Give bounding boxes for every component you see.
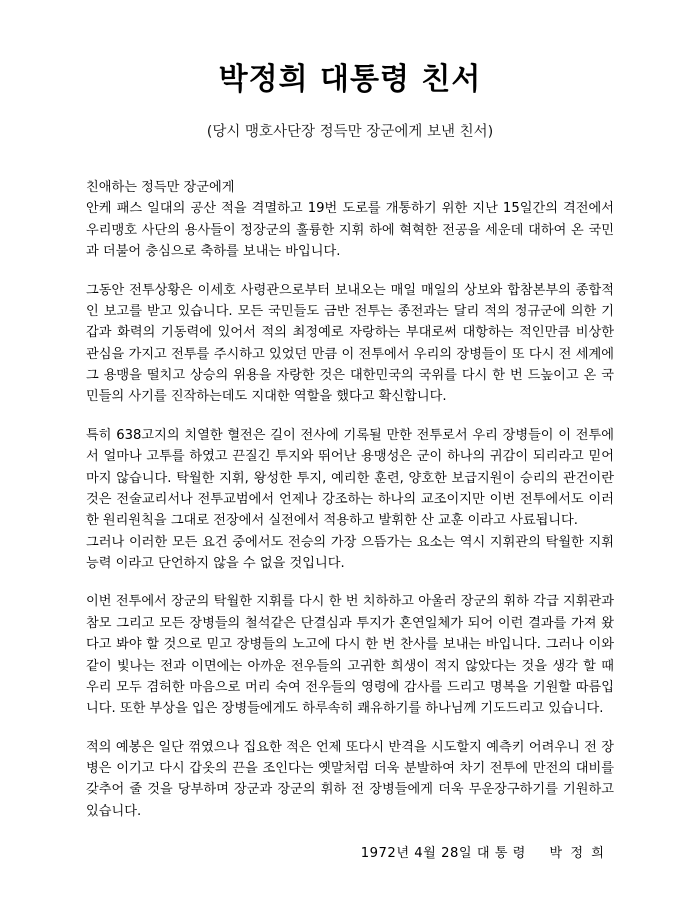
paragraph-1: 안케 패스 일대의 공산 적을 격멸하고 19번 도로를 개통하기 위한 지난 15일간의 격전에서 우리맹호 사단의 용사들이 정장군의 훌륭한 지휘 하에 혁혁한 전공을 세운데 대하여 온 국민과 더불어 충심으로 축하를 보내는 바입니다. xyxy=(86,201,614,260)
salutation: 친애하는 정득만 장군에게 xyxy=(86,180,235,195)
paragraph-4: 그러나 이러한 모든 요건 중에서도 전승의 가장 으뜸가는 요소는 역시 지휘관의 탁월한 지휘능력 이라고 단언하지 않을 수 없을 것입니다. xyxy=(86,534,614,571)
signature-date: 1972년 4월 28일 xyxy=(360,846,473,862)
signature-role: 대 통 령 xyxy=(476,846,526,862)
paragraph-3: 특히 638고지의 치열한 혈전은 길이 전사에 기록될 만한 전투로서 우리 장병들이 이 전투에서 얼마나 고투를 하였고 끈질긴 투지와 뛰어난 용맹성은 군이 하나의 귀감이 되리라고 믿어 마지 않습니다. 탁월한 지휘, 왕성한 투지, 예리한 훈련, 양호한 보급지원이 승리의 관건이란 것은 전술교리서나 전투교범에서 언제나 강조하는 하나의 교조이지만 이번 전투에서도 이러한 원리원칙을 그대로 전장에서 실전에서 적용하고 발휘한 산 교훈 이라고 사료됩니다. xyxy=(86,427,614,529)
page-title: 박정희 대통령 친서 xyxy=(218,62,482,97)
paragraph-6: 적의 예봉은 일단 꺾였으나 집요한 적은 언제 또다시 반격을 시도할지 예측키 어려우니 전 장병은 이기고 다시 갑옷의 끈을 조인다는 옛말처럼 더욱 분발하여 차기 전투에 만전의 대비를 갖추어 줄 것을 당부하며 장군과 장군의 휘하 전 장병들에게 더욱 무운장구하기를 기원하고 있습니다. xyxy=(86,739,614,819)
signature-name: 박 정 희 xyxy=(549,846,606,862)
page-subtitle: (당시 맹호사단장 정득만 장군에게 보낸 친서) xyxy=(206,124,494,140)
paragraph-5: 이번 전투에서 장군의 탁월한 지휘를 다시 한 번 치하하고 아울러 장군의 휘하 각급 지휘관과 참모 그리고 모든 장병들의 철석같은 단결심과 투지가 혼연일체가 되어 이런 결과를 가져 왔다고 봐야 할 것으로 믿고 장병들의 노고에 다시 한 번 찬사를 보내는 바입니다. 그러나 이와 같이 빛나는 전과 이면에는 아까운 전우들의 고귀한 희생이 적지 않았다는 것을 생각 할 때 우리 모두 겸허한 마음으로 머리 숙여 전우들의 영령에 감사를 드리고 명복을 기원할 따름입니다. 또한 부상을 입은 장병들에게도 하루속히 쾌유하기를 하나님께 기도드리고 있습니다. xyxy=(86,594,614,717)
letter-body xyxy=(0,177,700,861)
paragraph-2: 그동안 전투상황은 이세호 사령관으로부터 보내오는 매일 매일의 상보와 합참본부의 종합적인 보고를 받고 있습니다. 모든 국민들도 금반 전투는 종전과는 달리 적의 정규군에 의한 기갑과 화력의 기동력에 있어서 적의 최정예로 자랑하는 부대로써 대항하는 적인만큼 비상한 관심을 가지고 전투를 주시하고 있었던 만큼 이 전투에서 우리의 장병들이 또 다시 전 세계에 그 용맹을 떨치고 상승의 위용을 자랑한 것은 대한민국의 국위를 다시 한 번 드높이고 온 국민들의 사기를 진작하는데도 지대한 역할을 했다고 확신합니다. xyxy=(86,282,614,405)
signature-block xyxy=(86,842,614,861)
